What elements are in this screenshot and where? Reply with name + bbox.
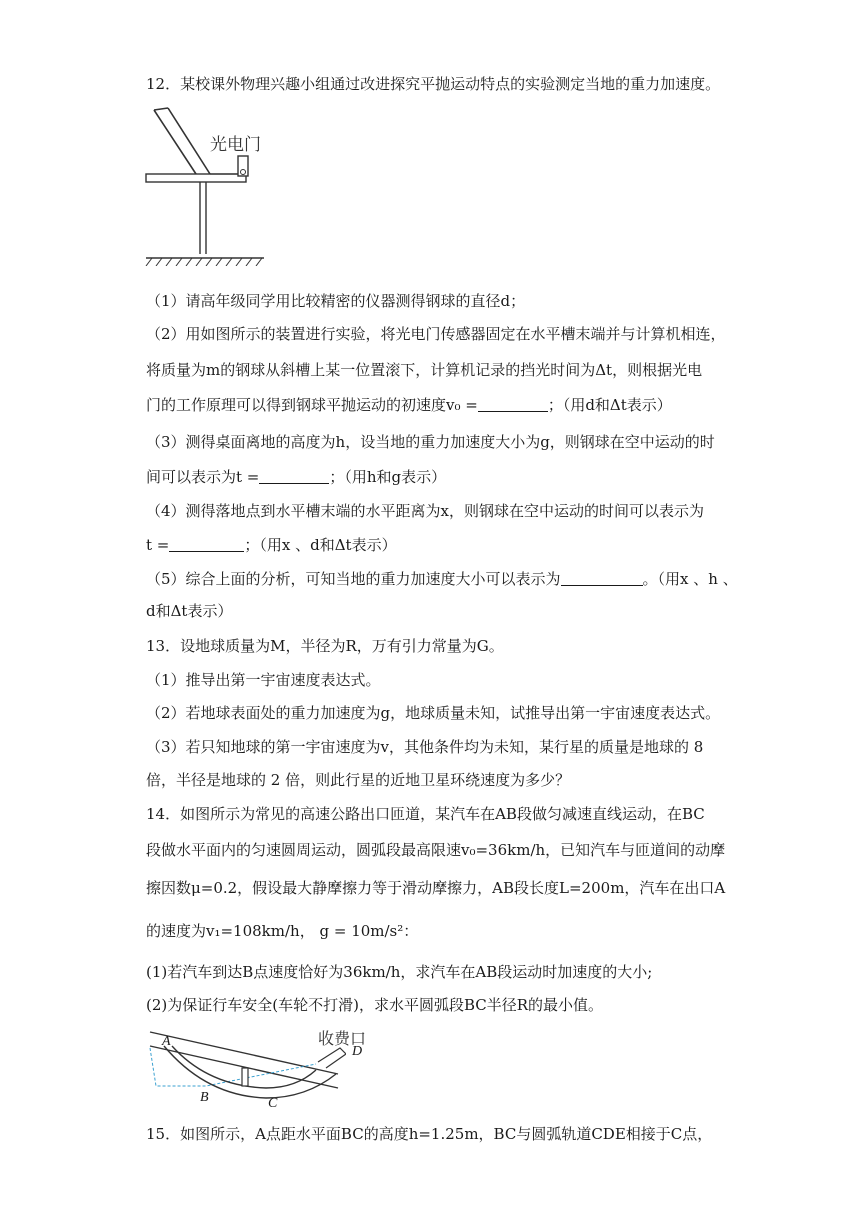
answer-blank-g[interactable] <box>561 570 643 586</box>
q12-stem: 12．某校课外物理兴趣小组通过改进探究平抛运动特点的实验测定当地的重力加速度。 <box>146 75 721 93</box>
q15-line1: 15．如图所示，A点距水平面BC的高度h=1.25m，BC与圆弧轨道CDE相接于C点， <box>146 1125 713 1143</box>
toll-booth-label: 收费口 <box>318 1029 367 1048</box>
q12-part3-suffix: ；（用h和g表示） <box>329 468 447 486</box>
q13-part1: （1）推导出第一宇宙速度表达式。 <box>146 671 381 689</box>
q14-line2: 段做水平面内的匀速圆周运动，圆弧段最高限速v₀=36km/h，已知汽车与匝道间的动摩 <box>146 841 726 859</box>
q12-part5-prefix: （5）综合上面的分析，可知当地的重力加速度大小可以表示为 <box>146 570 561 588</box>
q14-line3: 擦因数μ=0.2，假设最大静摩擦力等于滑动摩擦力，AB段长度L=200m，汽车在出口A <box>146 879 726 897</box>
answer-blank-t1[interactable] <box>259 468 329 484</box>
q12-part2-prefix: 门的工作原理可以得到钢球平抛运动的初速度v₀ = <box>146 396 478 414</box>
q12-part1: （1）请高年级同学用比较精密的仪器测得钢球的直径d； <box>146 292 526 310</box>
q12-part4-prefix: t = <box>146 536 170 554</box>
q12-part2-line2: 将质量为m的钢球从斜槽上某一位置滚下，计算机记录的挡光时间为Δt，则根据光电 <box>146 361 703 379</box>
photogate-label: 光电门 <box>210 135 261 155</box>
q12-part2-line1: （2）用如图所示的装置进行实验，将光电门传感器固定在水平槽末端并与计算机相连， <box>146 325 726 343</box>
q12-part3-prefix: 间可以表示为t = <box>146 468 260 486</box>
q12-part4-line2 <box>146 535 397 555</box>
q14-subq2: (2)为保证行车安全(车轮不打滑)，求水平圆弧段BC半径R的最小值。 <box>146 996 604 1014</box>
point-c-label: C <box>268 1096 278 1111</box>
q12-part2-line3 <box>146 395 672 415</box>
q14-subq1: (1)若汽车到达B点速度恰好为36km/h，求汽车在AB段运动时加速度的大小; <box>146 963 653 981</box>
q14-ramp-figure <box>146 1026 346 1111</box>
q13-part3-line1: （3）若只知地球的第一宇宙速度为v，其他条件均为未知，某行星的质量是地球的 8 <box>146 738 704 756</box>
point-d-label: D <box>352 1044 363 1059</box>
q12-part4-line1: （4）测得落地点到水平槽末端的水平距离为x，则钢球在空中运动的时间可以表示为 <box>146 502 705 520</box>
point-a-label: A <box>162 1034 171 1049</box>
q14-line4: 的速度为v₁=108km/h， g = 10m/s²： <box>146 922 419 940</box>
q12-part5-suffix: 。（用x 、h 、 <box>642 570 738 588</box>
q12-part2-suffix: ；（用d和Δt表示） <box>547 396 672 414</box>
q12-part5-line1 <box>146 569 738 589</box>
q14-line1: 14．如图所示为常见的高速公路出口匝道，某汽车在AB段做匀减速直线运动，在BC <box>146 805 705 823</box>
q13-stem: 13．设地球质量为M，半径为R，万有引力常量为G。 <box>146 637 504 655</box>
q12-part3-line1: （3）测得桌面离地的高度为h，设当地的重力加速度大小为g，则钢球在空中运动的时 <box>146 433 715 451</box>
q13-part3-line2: 倍，半径是地球的 2 倍，则此行星的近地卫星环绕速度为多少？ <box>146 771 571 789</box>
answer-blank-t2[interactable] <box>169 536 244 552</box>
answer-blank-v0[interactable] <box>478 396 548 412</box>
q12-part4-suffix: ；（用x 、d和Δt表示） <box>244 536 397 554</box>
q12-part5-line2: d和Δt表示） <box>146 602 233 620</box>
point-b-label: B <box>200 1090 209 1105</box>
q13-part2: （2）若地球表面处的重力加速度为g，地球质量未知，试推导出第一宇宙速度表达式。 <box>146 704 721 722</box>
q12-part3-line2 <box>146 467 446 487</box>
